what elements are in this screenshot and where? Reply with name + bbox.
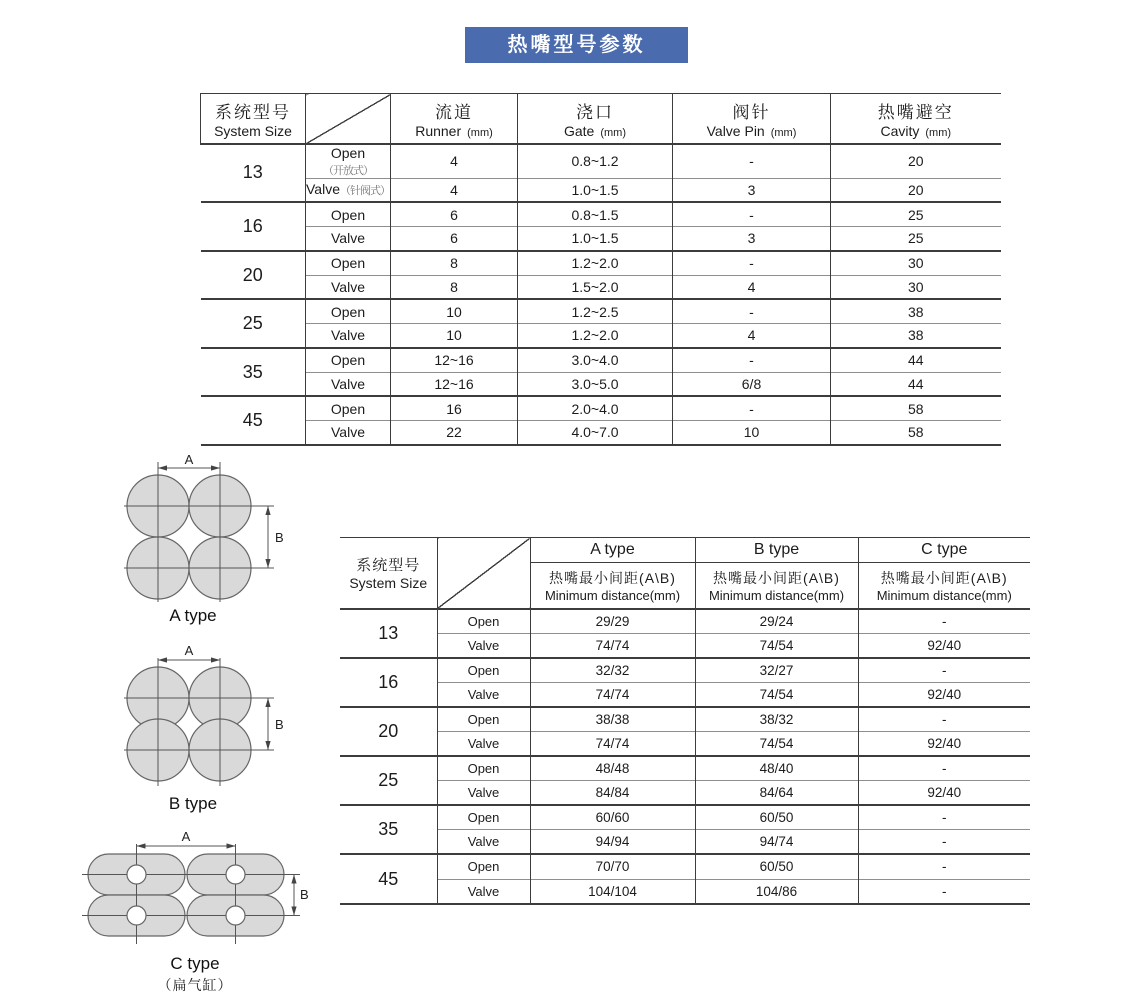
pin-cell: - bbox=[673, 251, 831, 275]
dim-b-label: B bbox=[300, 887, 309, 902]
b-distance-cell: 32/27 bbox=[695, 658, 858, 683]
a-distance-cell: 29/29 bbox=[530, 609, 695, 634]
pin-cell: - bbox=[673, 144, 831, 179]
b-min-distance-header bbox=[695, 563, 858, 609]
cavity-cell: 58 bbox=[831, 396, 1001, 420]
mode-cell bbox=[306, 144, 391, 179]
pin-cell: 3 bbox=[673, 227, 831, 251]
dim-a-label: A bbox=[184, 452, 194, 467]
mode-cell: Open bbox=[437, 805, 530, 830]
c-distance-cell: 92/40 bbox=[858, 633, 1030, 658]
mode-cell: Valve bbox=[306, 227, 391, 251]
table-row bbox=[201, 372, 1001, 396]
c-distance-cell: 92/40 bbox=[858, 731, 1030, 756]
table-row bbox=[340, 658, 1030, 683]
mode-cell: Valve bbox=[306, 275, 391, 299]
c-distance-cell: - bbox=[858, 830, 1030, 855]
system-size-cn: 系统型号 bbox=[356, 557, 421, 575]
table-row bbox=[201, 421, 1001, 445]
b-distance-cell: 74/54 bbox=[695, 731, 858, 756]
table-row bbox=[201, 275, 1001, 299]
pin-cell: - bbox=[673, 396, 831, 420]
c-distance-cell: - bbox=[858, 756, 1030, 781]
dim-b-label: B bbox=[275, 717, 284, 732]
dim-b-label: B bbox=[275, 530, 284, 545]
diagonal-cell bbox=[437, 538, 530, 609]
mode-cell: Valve bbox=[306, 324, 391, 348]
size-cell: 25 bbox=[340, 756, 437, 805]
table-row bbox=[340, 756, 1030, 781]
min-distance-cn: 热嘴最小间距(A\B) bbox=[880, 569, 1008, 586]
table-row bbox=[340, 854, 1030, 879]
c-type-label: C type bbox=[170, 954, 220, 973]
size-cell: 16 bbox=[340, 658, 437, 707]
table-row bbox=[340, 879, 1030, 904]
a-type-label: A type bbox=[169, 606, 217, 625]
mode-note: （开放式） bbox=[323, 164, 373, 177]
b-distance-cell: 60/50 bbox=[695, 854, 858, 879]
mode-cell: Valve bbox=[437, 633, 530, 658]
cavity-cell: 38 bbox=[831, 299, 1001, 323]
cavity-cell: 20 bbox=[831, 178, 1001, 202]
gate-cell: 1.0~1.5 bbox=[518, 178, 673, 202]
b-distance-cell: 38/32 bbox=[695, 707, 858, 732]
dim-a-label: A bbox=[184, 643, 194, 658]
cavity-cell: 25 bbox=[831, 227, 1001, 251]
c-type-sublabel: （扁气缸） bbox=[157, 977, 233, 993]
table-row bbox=[201, 251, 1001, 275]
table-row bbox=[340, 707, 1030, 732]
min-distance-cn: 热嘴最小间距(A\B) bbox=[549, 569, 676, 586]
gate-cell: 2.0~4.0 bbox=[518, 396, 673, 420]
table-row bbox=[340, 609, 1030, 634]
runner-cn: 流道 bbox=[435, 102, 473, 122]
mode-note: （针阀式） bbox=[339, 185, 390, 198]
table-header-row bbox=[340, 538, 1030, 563]
pin-cell: 10 bbox=[673, 421, 831, 445]
pin-en: Valve Pin bbox=[706, 122, 765, 139]
b-distance-cell: 104/86 bbox=[695, 879, 858, 904]
pin-unit: (mm) bbox=[770, 126, 797, 139]
mode-cell: Open bbox=[306, 396, 391, 420]
a-distance-cell: 60/60 bbox=[530, 805, 695, 830]
pin-cell: 4 bbox=[673, 275, 831, 299]
c-type-figure bbox=[78, 830, 312, 952]
runner-cell: 4 bbox=[391, 144, 518, 179]
table-row bbox=[201, 299, 1001, 323]
c-distance-cell: 92/40 bbox=[858, 781, 1030, 806]
mode-cell: Valve bbox=[437, 682, 530, 707]
a-distance-cell: 38/38 bbox=[530, 707, 695, 732]
min-distance-en: Minimum distance(mm) bbox=[708, 587, 845, 603]
mode-cell: Open bbox=[306, 299, 391, 323]
nozzle-spec-table bbox=[200, 93, 1001, 446]
runner-cell: 4 bbox=[391, 178, 518, 202]
table-row bbox=[201, 396, 1001, 420]
pin-cell: 3 bbox=[673, 178, 831, 202]
table-row bbox=[340, 830, 1030, 855]
gate-cell: 3.0~4.0 bbox=[518, 348, 673, 372]
min-distance-en: Minimum distance(mm) bbox=[544, 587, 681, 603]
b-distance-cell: 84/64 bbox=[695, 781, 858, 806]
gate-cell: 1.2~2.5 bbox=[518, 299, 673, 323]
cavity-header bbox=[831, 94, 1001, 144]
dim-a-label: A bbox=[181, 830, 191, 844]
table-row bbox=[201, 227, 1001, 251]
table-row bbox=[201, 202, 1001, 226]
b-type-header: B type bbox=[695, 538, 858, 563]
a-distance-cell: 32/32 bbox=[530, 658, 695, 683]
cavity-cell: 58 bbox=[831, 421, 1001, 445]
b-distance-cell: 74/54 bbox=[695, 633, 858, 658]
mode-cell: Open bbox=[306, 348, 391, 372]
a-type-diagram bbox=[98, 452, 288, 626]
cavity-en: Cavity bbox=[880, 122, 920, 139]
b-type-figure bbox=[98, 642, 288, 792]
size-cell: 16 bbox=[201, 202, 306, 251]
page-title: 热嘴型号参数 bbox=[507, 34, 646, 56]
c-distance-cell: 92/40 bbox=[858, 682, 1030, 707]
c-distance-cell: - bbox=[858, 805, 1030, 830]
gate-cell: 0.8~1.5 bbox=[518, 202, 673, 226]
gate-header bbox=[518, 94, 673, 144]
c-distance-cell: - bbox=[858, 854, 1030, 879]
mode-cell bbox=[306, 178, 391, 202]
system-size-en: System Size bbox=[214, 122, 292, 139]
table-row bbox=[340, 731, 1030, 756]
a-distance-cell: 74/74 bbox=[530, 633, 695, 658]
runner-cell: 6 bbox=[391, 202, 518, 226]
system-size-en: System Size bbox=[349, 575, 428, 592]
cavity-cell: 44 bbox=[831, 348, 1001, 372]
c-type-diagram bbox=[75, 830, 315, 995]
mode-cell: Valve bbox=[306, 421, 391, 445]
gate-cn: 浇口 bbox=[576, 102, 614, 122]
gate-cell: 0.8~1.2 bbox=[518, 144, 673, 179]
valve-pin-header bbox=[673, 94, 831, 144]
cavity-cell: 38 bbox=[831, 324, 1001, 348]
table-row bbox=[201, 144, 1001, 179]
cavity-cell: 25 bbox=[831, 202, 1001, 226]
mode-cell: Open bbox=[437, 854, 530, 879]
a-distance-cell: 74/74 bbox=[530, 731, 695, 756]
runner-en: Runner bbox=[415, 122, 462, 139]
table-row bbox=[201, 324, 1001, 348]
b-distance-cell: 60/50 bbox=[695, 805, 858, 830]
a-distance-cell: 104/104 bbox=[530, 879, 695, 904]
gate-cell: 1.2~2.0 bbox=[518, 251, 673, 275]
cavity-cell: 30 bbox=[831, 275, 1001, 299]
min-distance-cn: 热嘴最小间距(A\B) bbox=[713, 569, 840, 586]
cavity-cn: 热嘴避空 bbox=[877, 102, 954, 122]
runner-cell: 16 bbox=[391, 396, 518, 420]
c-distance-cell: - bbox=[858, 658, 1030, 683]
b-distance-cell: 48/40 bbox=[695, 756, 858, 781]
table-row bbox=[340, 781, 1030, 806]
mode-cell: Open bbox=[306, 202, 391, 226]
runner-cell: 22 bbox=[391, 421, 518, 445]
b-type-label: B type bbox=[168, 794, 218, 813]
min-distance-en: Minimum distance(mm) bbox=[876, 587, 1012, 603]
pin-cell: 4 bbox=[673, 324, 831, 348]
c-distance-cell: - bbox=[858, 609, 1030, 634]
pin-cell: - bbox=[673, 202, 831, 226]
a-distance-cell: 70/70 bbox=[530, 854, 695, 879]
runner-cell: 10 bbox=[391, 324, 518, 348]
size-cell: 20 bbox=[340, 707, 437, 756]
a-distance-cell: 84/84 bbox=[530, 781, 695, 806]
mode-cell: Open bbox=[437, 609, 530, 634]
pin-cell: - bbox=[673, 348, 831, 372]
runner-header bbox=[391, 94, 518, 144]
size-cell: 35 bbox=[201, 348, 306, 397]
gate-cell: 3.0~5.0 bbox=[518, 372, 673, 396]
mode-cell: Valve bbox=[437, 731, 530, 756]
mode-cell: Open bbox=[306, 251, 391, 275]
pin-cell: 6/8 bbox=[673, 372, 831, 396]
mode-cell: Valve bbox=[437, 781, 530, 806]
min-distance-table bbox=[340, 537, 1030, 905]
a-type-figure bbox=[98, 452, 288, 604]
diagonal-cell bbox=[306, 94, 391, 144]
gate-en: Gate bbox=[563, 122, 595, 139]
gate-cell: 1.5~2.0 bbox=[518, 275, 673, 299]
system-size-cn: 系统型号 bbox=[215, 102, 291, 122]
mode-cell: Open bbox=[437, 707, 530, 732]
size-cell: 45 bbox=[201, 396, 306, 445]
gate-cell: 4.0~7.0 bbox=[518, 421, 673, 445]
table-row bbox=[340, 805, 1030, 830]
runner-cell: 6 bbox=[391, 227, 518, 251]
mode-cell: Open bbox=[437, 756, 530, 781]
system-size-header bbox=[201, 94, 306, 144]
cavity-cell: 20 bbox=[831, 144, 1001, 179]
c-type-header: C type bbox=[858, 538, 1030, 563]
table-row bbox=[340, 682, 1030, 707]
cavity-cell: 30 bbox=[831, 251, 1001, 275]
a-distance-cell: 74/74 bbox=[530, 682, 695, 707]
runner-cell: 8 bbox=[391, 251, 518, 275]
table-row bbox=[201, 348, 1001, 372]
size-cell: 13 bbox=[201, 144, 306, 203]
a-distance-cell: 94/94 bbox=[530, 830, 695, 855]
a-min-distance-header bbox=[530, 563, 695, 609]
a-distance-cell: 48/48 bbox=[530, 756, 695, 781]
page-title-banner bbox=[465, 27, 688, 63]
size-cell: 13 bbox=[340, 609, 437, 658]
size-cell: 25 bbox=[201, 299, 306, 348]
mode-cell: Valve bbox=[437, 830, 530, 855]
c-distance-cell: - bbox=[858, 707, 1030, 732]
mode-label: Valve bbox=[306, 181, 340, 198]
c-distance-cell: - bbox=[858, 879, 1030, 904]
gate-cell: 1.2~2.0 bbox=[518, 324, 673, 348]
pin-cn: 阀针 bbox=[732, 102, 771, 122]
a-type-header: A type bbox=[530, 538, 695, 563]
runner-cell: 10 bbox=[391, 299, 518, 323]
system-size-header bbox=[340, 538, 437, 609]
b-distance-cell: 74/54 bbox=[695, 682, 858, 707]
mode-cell: Valve bbox=[306, 372, 391, 396]
table-row bbox=[201, 178, 1001, 202]
b-distance-cell: 94/74 bbox=[695, 830, 858, 855]
table-row bbox=[340, 633, 1030, 658]
table-header-row bbox=[201, 94, 1001, 144]
runner-unit: (mm) bbox=[467, 126, 493, 139]
cavity-unit: (mm) bbox=[925, 126, 952, 139]
runner-cell: 12~16 bbox=[391, 372, 518, 396]
mode-cell: Open bbox=[437, 658, 530, 683]
runner-cell: 8 bbox=[391, 275, 518, 299]
size-cell: 35 bbox=[340, 805, 437, 854]
mode-label: Open bbox=[330, 144, 366, 161]
size-cell: 20 bbox=[201, 251, 306, 300]
size-cell: 45 bbox=[340, 854, 437, 903]
b-type-diagram bbox=[98, 642, 288, 814]
cavity-cell: 44 bbox=[831, 372, 1001, 396]
runner-cell: 12~16 bbox=[391, 348, 518, 372]
gate-unit: (mm) bbox=[600, 126, 626, 139]
pin-cell: - bbox=[673, 299, 831, 323]
c-min-distance-header bbox=[858, 563, 1030, 609]
b-distance-cell: 29/24 bbox=[695, 609, 858, 634]
mode-cell: Valve bbox=[437, 879, 530, 904]
gate-cell: 1.0~1.5 bbox=[518, 227, 673, 251]
